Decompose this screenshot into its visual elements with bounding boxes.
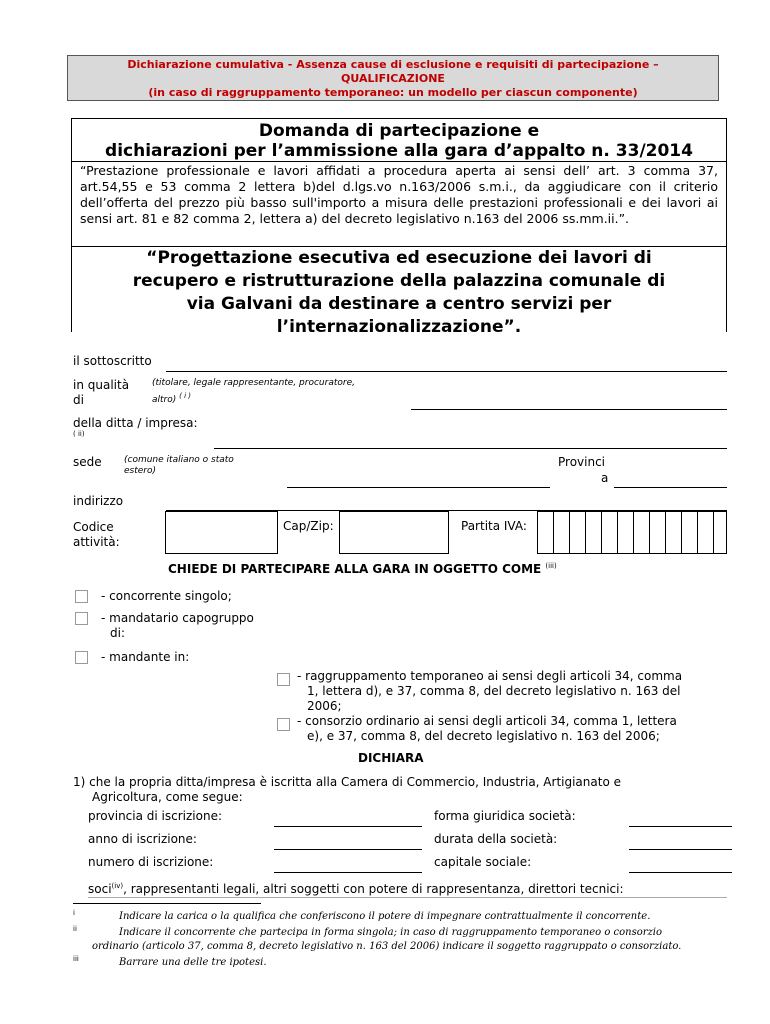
soci-field[interactable] xyxy=(88,897,727,898)
piva-digit-divider xyxy=(553,511,554,554)
soci-text-pre: soci xyxy=(88,882,112,896)
header-line-2: QUALIFICAZIONE xyxy=(341,72,445,85)
checkbox-raggruppamento[interactable] xyxy=(277,673,290,686)
ditta-field[interactable] xyxy=(214,448,727,449)
footnote-3-text: Barrare una delle tre ipotesi. xyxy=(119,957,267,968)
option-concorrente-singolo: - concorrente singolo; xyxy=(101,589,232,603)
numero-iscrizione-field[interactable] xyxy=(274,872,422,873)
title-line-1: Domanda di partecipazione e xyxy=(258,121,540,141)
option-mandatario-2: di: xyxy=(110,626,125,640)
chiede-footnote-ref: (iii) xyxy=(545,562,557,570)
option-consorzio xyxy=(297,714,717,744)
piva-field[interactable] xyxy=(537,511,727,554)
provincia-iscrizione-field[interactable] xyxy=(274,826,422,827)
raggruppamento-line-3: 2006; xyxy=(307,699,342,713)
codice-label-2: attività: xyxy=(73,535,120,549)
provincia-iscrizione-label: provincia di iscrizione: xyxy=(88,809,222,823)
numero-iscrizione-label: numero di iscrizione: xyxy=(88,855,214,869)
piva-digit-divider xyxy=(569,511,570,554)
piva-digit-divider xyxy=(697,511,698,554)
piva-digit-divider xyxy=(665,511,666,554)
project-title xyxy=(72,247,726,339)
project-line-4: l’internazionalizzazione”. xyxy=(276,317,522,337)
footnote-1-text: Indicare la carica o la qualifica che conferiscono il potere di impegnare contrattualmente il concorrente. xyxy=(119,911,651,922)
checkbox-consorzio[interactable] xyxy=(277,718,290,731)
capitale-sociale-field[interactable] xyxy=(629,872,732,873)
anno-iscrizione-field[interactable] xyxy=(274,849,422,850)
codice-attivita-field[interactable] xyxy=(165,511,278,554)
header-line-1: Dichiarazione cumulativa - Assenza cause di esclusione e requisiti di partecipazione – xyxy=(127,58,659,71)
qualita-label-2: di xyxy=(73,393,84,407)
cap-field[interactable] xyxy=(339,511,449,554)
piva-digit-divider xyxy=(585,511,586,554)
footnote-3-number: iii xyxy=(73,955,79,963)
forma-giuridica-label: forma giuridica società: xyxy=(434,809,576,823)
capitale-sociale-label: capitale sociale: xyxy=(434,855,532,869)
cap-label: Cap/Zip: xyxy=(283,519,334,533)
project-line-1: “Progettazione esecutiva ed esecuzione dei lavori di xyxy=(146,248,652,268)
footnote-2-text-a: Indicare il concorrente che partecipa in forma singola; in caso di raggruppamento temporaneo o consorzio xyxy=(119,927,663,938)
provincia-label-2: a xyxy=(601,471,609,485)
header-banner xyxy=(67,55,719,101)
qualita-label-1: in qualità xyxy=(73,378,130,392)
raggruppamento-line-1: - raggruppamento temporaneo ai sensi degli articoli 34, comma xyxy=(297,669,683,683)
dichiara-heading: DICHIARA xyxy=(358,751,424,765)
raggruppamento-line-2: 1, lettera d), e 37, comma 8, del decreto legislativo n. 163 del xyxy=(307,684,681,698)
ditta-footnote-ref: ( ii) xyxy=(73,430,85,438)
soci-footnote-ref: (iv) xyxy=(111,882,124,890)
qualita-note: (titolare, legale rappresentante, procuratore, xyxy=(152,378,355,388)
ditta-label: della ditta / impresa: xyxy=(73,416,198,430)
piva-digit-divider xyxy=(681,511,682,554)
indirizzo-label: indirizzo xyxy=(73,494,124,508)
consorzio-line-1: - consorzio ordinario ai sensi degli articoli 34, comma 1, lettera xyxy=(297,714,677,728)
piva-label: Partita IVA: xyxy=(461,519,527,533)
forma-giuridica-field[interactable] xyxy=(629,826,732,827)
header-line-3: (in caso di raggruppamento temporaneo: un modello per ciascun componente) xyxy=(148,86,638,99)
chiede-text: CHIEDE DI PARTECIPARE ALLA GARA IN OGGETTO COME xyxy=(168,562,542,576)
provincia-label-1: Provinci xyxy=(558,455,606,469)
piva-digit-divider xyxy=(649,511,650,554)
footnote-2-number: ii xyxy=(73,925,77,933)
sottoscritto-field[interactable] xyxy=(166,371,727,372)
option-mandante: - mandante in: xyxy=(101,650,190,664)
title-line-2: dichiarazioni per l’ammissione alla gara d’appalto n. 33/2014 xyxy=(105,141,693,161)
chiede-heading xyxy=(168,562,557,576)
sede-label: sede xyxy=(73,455,102,469)
qualita-footnote-ref: ( i ) xyxy=(179,392,191,400)
qualita-field[interactable] xyxy=(411,409,727,410)
sede-note-2: estero) xyxy=(124,466,157,476)
page-title xyxy=(72,121,726,161)
tender-description: “Prestazione professionale e lavori affidati a procedura aperta ai sensi dell’ art. 3 comma 37, art.54,55 e 53 comma 2 lettera b)del d.lgs.vo n.163/2006 s.m.i., da aggiudicare con il criterio dell’offerta del prezzo più basso sull'importo a misura delle prestazioni professionali e dei lavori ai sensi art. 81 e 82 comma 2, lettera a) del decreto legislativo n.163 del 2006 ss.mm.ii.”. xyxy=(80,163,718,226)
project-line-2: recupero e ristrutturazione della palazzina comunale di xyxy=(132,271,666,291)
footnote-2-text-b: ordinario (articolo 37, comma 8, decreto legislativo n. 163 del 2006) indicare il soggetto raggruppato o consorziato. xyxy=(92,941,682,952)
soci-text-post: , rappresentanti legali, altri soggetti con potere di rappresentanza, direttori tecnici: xyxy=(123,882,624,896)
dichiara-paragraph-1b: Agricoltura, come segue: xyxy=(92,790,243,804)
qualita-note-text: altro) xyxy=(152,395,177,405)
title-box xyxy=(71,118,727,337)
sede-note: (comune italiano o stato xyxy=(124,455,234,465)
checkbox-concorrente-singolo[interactable] xyxy=(75,590,88,603)
consorzio-line-2: e), e 37, comma 8, del decreto legislativo n. 163 del 2006; xyxy=(307,729,660,743)
checkbox-mandatario[interactable] xyxy=(75,612,88,625)
qualita-note-2 xyxy=(152,391,191,406)
piva-digit-divider xyxy=(601,511,602,554)
soci-label xyxy=(88,879,624,897)
checkbox-mandante[interactable] xyxy=(75,651,88,664)
footnote-1-number: i xyxy=(73,909,75,917)
title-divider xyxy=(72,161,726,162)
footnote-divider xyxy=(73,903,261,904)
sede-field[interactable] xyxy=(287,487,550,488)
anno-iscrizione-label: anno di iscrizione: xyxy=(88,832,197,846)
option-mandatario-1: - mandatario capogruppo xyxy=(101,611,254,625)
codice-label-1: Codice xyxy=(73,520,114,534)
piva-digit-divider xyxy=(713,511,714,554)
piva-digit-divider xyxy=(633,511,634,554)
sottoscritto-label: il sottoscritto xyxy=(73,354,152,368)
dichiara-paragraph-1a: 1) che la propria ditta/impresa è iscritta alla Camera di Commercio, Industria, Artigianato e xyxy=(73,775,621,789)
durata-societa-field[interactable] xyxy=(629,849,732,850)
project-line-3: via Galvani da destinare a centro servizi per xyxy=(186,294,612,314)
provincia-field[interactable] xyxy=(614,487,727,488)
durata-societa-label: durata della società: xyxy=(434,832,558,846)
piva-digit-divider xyxy=(617,511,618,554)
option-raggruppamento xyxy=(297,669,717,714)
